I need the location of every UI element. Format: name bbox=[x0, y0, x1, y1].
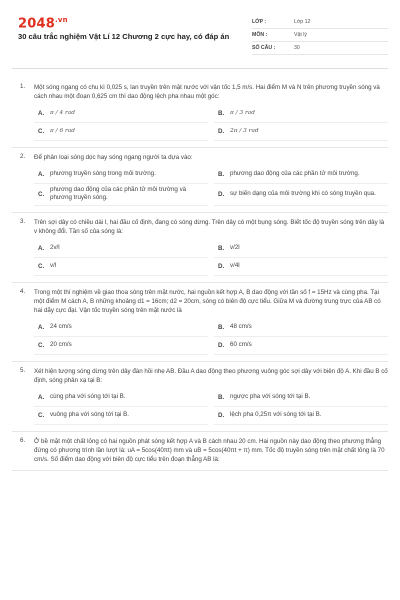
option-text: phương dao động của các phần tử môi trường và phương truyền sóng. bbox=[50, 186, 187, 202]
option-text: lệch pha 0,25π với sóng tới tại B. bbox=[230, 411, 322, 419]
answer-option[interactable] bbox=[214, 389, 388, 407]
option-letter: B. bbox=[218, 323, 225, 331]
option-letter: A. bbox=[38, 171, 45, 178]
answer-option[interactable] bbox=[34, 258, 208, 276]
answer-option[interactable] bbox=[214, 337, 388, 355]
meta-key: SỐ CÂU : bbox=[252, 45, 276, 51]
answer-options bbox=[34, 105, 388, 141]
page-title: 30 câu trắc nghiệm Vật Lí 12 Chương 2 cực hay, có đáp án bbox=[18, 32, 230, 41]
option-text: phương dao động của các phần tử môi trường. bbox=[230, 170, 360, 178]
question-item bbox=[12, 148, 388, 213]
option-letter: B. bbox=[218, 393, 225, 401]
option-text: cùng pha với sóng tới tại B. bbox=[50, 393, 126, 401]
meta-key: MÔN : bbox=[252, 32, 268, 38]
question-number: 2. bbox=[20, 153, 26, 160]
answer-option[interactable] bbox=[34, 407, 208, 425]
option-letter: A. bbox=[38, 323, 45, 331]
option-letter: D. bbox=[218, 341, 225, 349]
option-text: vuông pha với sóng tới tại B. bbox=[50, 411, 129, 419]
question-text: Để phân loại sóng dọc hay sóng ngang người ta dựa vào: bbox=[34, 154, 193, 161]
question-text: Một sóng ngang có chu kì 0,025 s, lan truyền trên mặt nước với vận tốc 1,5 m/s. Hai điểm M và N trên phương truyền sóng và cách nhau một đoạn 0,625 cm thì dao động lệch pha nhau một góc: bbox=[34, 84, 380, 100]
option-letter: C. bbox=[38, 262, 45, 270]
option-text: 60 cm/s bbox=[230, 341, 252, 349]
answer-options bbox=[34, 319, 388, 355]
answer-option[interactable] bbox=[214, 105, 388, 123]
question-header bbox=[12, 288, 388, 315]
option-letter: C. bbox=[38, 190, 45, 198]
question-number: 4. bbox=[20, 287, 26, 295]
option-text: 2π / 3 rad bbox=[230, 128, 259, 135]
question-item bbox=[12, 432, 388, 471]
option-text: 2v/l bbox=[50, 244, 60, 252]
meta-table bbox=[252, 16, 388, 55]
meta-value: Vật lý bbox=[294, 32, 307, 38]
answer-option[interactable] bbox=[34, 319, 208, 337]
site-logo[interactable]: $2048^{.vn}$ bbox=[18, 16, 68, 32]
answer-option[interactable] bbox=[214, 319, 388, 337]
option-letter: D. bbox=[218, 262, 225, 270]
answer-option[interactable] bbox=[34, 184, 208, 206]
option-letter: D. bbox=[218, 190, 225, 198]
option-letter: C. bbox=[38, 411, 45, 419]
option-letter: C. bbox=[38, 341, 45, 349]
meta-row-subject bbox=[252, 29, 388, 42]
question-text: Trên sợi dây có chiều dài l, hai đầu cố định, đang có sóng dừng. Trên dây có một bụng sóng. Biết tốc độ truyền sóng trên dây là v không đổi. Tần số của sóng là: bbox=[34, 218, 385, 235]
answer-option[interactable] bbox=[34, 240, 208, 258]
question-header bbox=[12, 367, 388, 385]
option-letter: B. bbox=[218, 110, 225, 117]
option-text: phương truyền sóng trong môi trường. bbox=[50, 170, 156, 178]
option-letter: A. bbox=[38, 244, 45, 252]
answer-option[interactable] bbox=[34, 166, 208, 184]
answer-option[interactable] bbox=[214, 166, 388, 184]
option-text: v/l bbox=[50, 262, 57, 270]
option-text: v/2l bbox=[230, 244, 240, 252]
option-text: 48 cm/s bbox=[230, 323, 252, 331]
question-item bbox=[12, 213, 388, 283]
answer-option[interactable] bbox=[214, 123, 388, 141]
question-header bbox=[12, 83, 388, 101]
question-number: 1. bbox=[20, 83, 26, 90]
meta-value: 30 bbox=[294, 45, 300, 51]
answer-option[interactable] bbox=[34, 389, 208, 407]
question-header bbox=[12, 437, 388, 464]
document-header bbox=[18, 10, 388, 62]
answer-option[interactable] bbox=[34, 105, 208, 123]
question-header bbox=[12, 218, 388, 236]
header-divider bbox=[12, 68, 388, 69]
answer-option[interactable] bbox=[34, 337, 208, 355]
option-text: 20 cm/s bbox=[50, 341, 72, 349]
meta-row-count bbox=[252, 42, 388, 55]
option-text: 24 cm/s bbox=[50, 323, 72, 331]
question-number: 5. bbox=[20, 366, 26, 374]
question-text: Ở bề mặt một chất lỏng có hai nguồn phát sóng kết hợp A và B cách nhau 20 cm. Hai nguồn này dao động theo phương thẳng đứng có phương trình lần lượt là: uA = 5cos(40πt) mm và uB = 5cos(40πt + π) mm. Tốc độ truyền sóng trên mặt chất lỏng là 70 cm/s. Số điểm dao động với biên độ cực tiểu trên đoạn thẳng AB là: bbox=[34, 437, 385, 463]
answer-options bbox=[34, 166, 388, 206]
question-number: 3. bbox=[20, 217, 26, 225]
answer-option[interactable] bbox=[214, 258, 388, 276]
option-letter: B. bbox=[218, 244, 225, 252]
option-letter: B. bbox=[218, 171, 225, 178]
option-text: π / 4 rad bbox=[50, 110, 75, 117]
option-letter: A. bbox=[38, 110, 45, 117]
option-text: v/4l bbox=[230, 262, 240, 270]
option-letter: A. bbox=[38, 393, 45, 401]
question-item bbox=[12, 78, 388, 148]
option-text: π / 6 rad bbox=[50, 128, 75, 135]
option-letter: D. bbox=[218, 411, 225, 419]
answer-option[interactable] bbox=[214, 240, 388, 258]
option-letter: C. bbox=[38, 128, 45, 135]
question-text: Xét hiện tượng sóng dừng trên dây đàn hồi nhẹ AB. Đầu A dao động theo phương vuông góc sợi dây với biên độ A. Khi đầu B cố định, sóng phản xạ tại B: bbox=[34, 367, 388, 384]
meta-row-grade bbox=[252, 16, 388, 29]
answer-option[interactable] bbox=[214, 407, 388, 425]
option-text: π / 3 rad bbox=[230, 110, 255, 117]
answer-option[interactable] bbox=[34, 123, 208, 141]
question-header bbox=[12, 153, 388, 162]
answer-options bbox=[34, 240, 388, 276]
question-item bbox=[12, 362, 388, 432]
option-letter: D. bbox=[218, 128, 225, 135]
answer-option[interactable] bbox=[214, 184, 388, 206]
question-number: 6. bbox=[20, 436, 26, 444]
answer-options bbox=[34, 389, 388, 425]
option-text: sự biến dạng của môi trường khi có sóng truyền qua. bbox=[230, 190, 376, 198]
meta-value: Lớp 12 bbox=[294, 19, 311, 25]
question-list bbox=[12, 78, 388, 471]
meta-key: LỚP : bbox=[252, 19, 267, 25]
question-item bbox=[12, 283, 388, 362]
question-text: Trong một thí nghiệm về giao thoa sóng trên mặt nước, hai nguồn kết hợp A, B dao động với tần số f = 15Hz và cùng pha. Tại một điểm M cách A, B những khoảng d1 = 16cm; d2 = 20cm, sóng có biên độ cực tiểu. Giữa M và đường trung trực của AB có hai dãy cực đại. Vận tốc truyền sóng trên mặt nước là bbox=[34, 288, 381, 314]
option-text: ngược pha với sóng tới tại B. bbox=[230, 393, 311, 401]
